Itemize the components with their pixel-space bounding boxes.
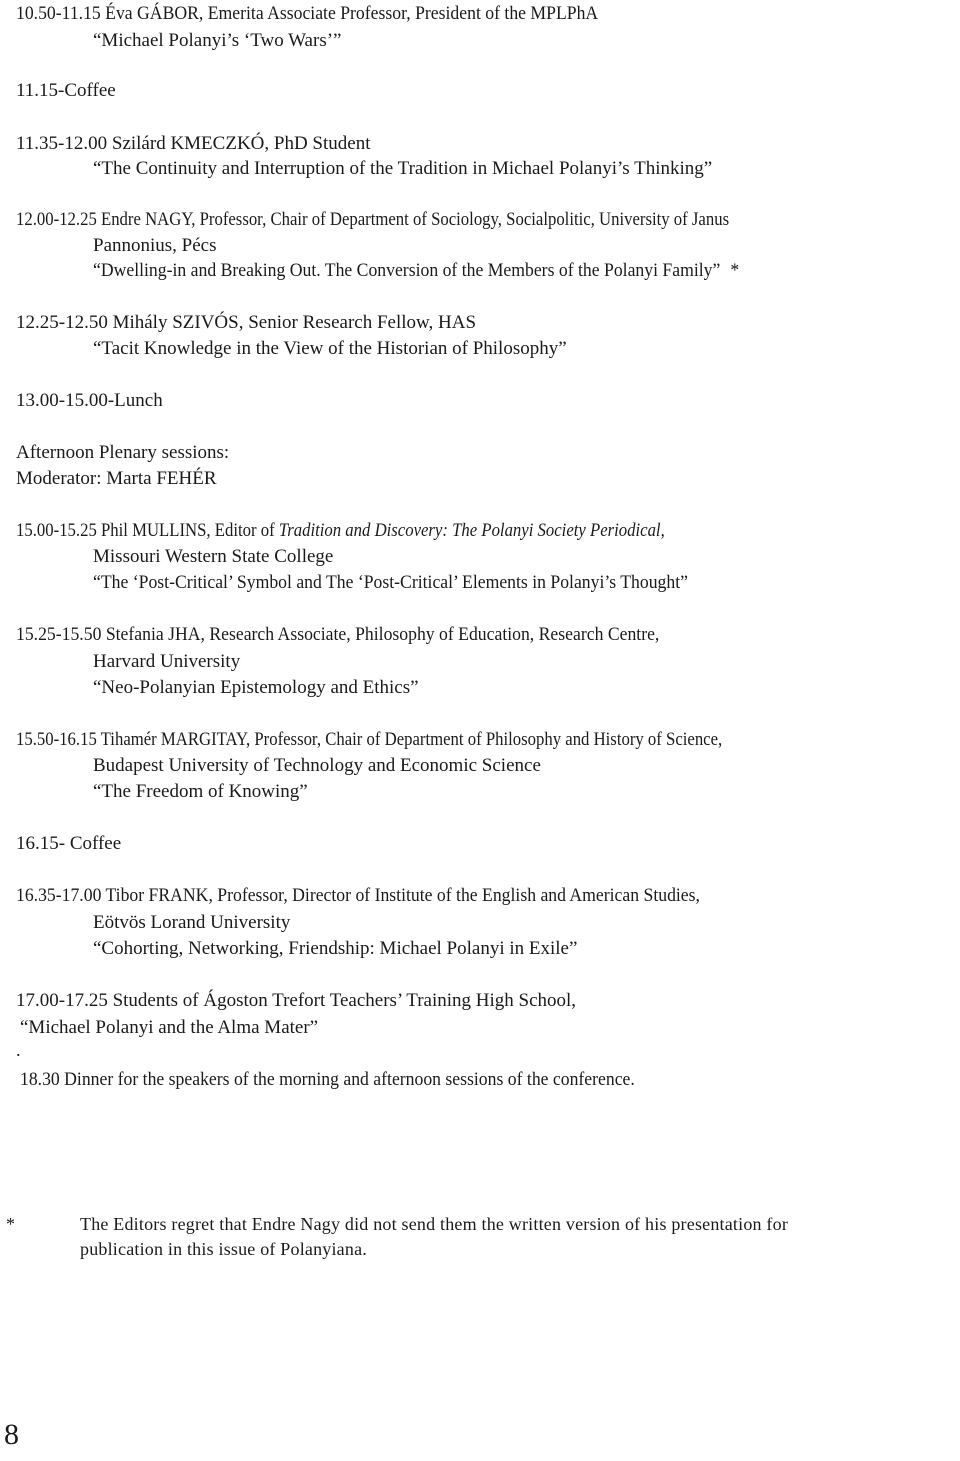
session-kmeczko-title: “The Continuity and Interruption of the Tradition in Michael Polanyi’s Thinking” [93, 158, 713, 179]
footnote-line-1: The Editors regret that Endre Nagy did not send them the written version of his presentation for [80, 1214, 789, 1234]
session-szivos-title: “Tacit Knowledge in the View of the Historian of Philosophy” [93, 338, 567, 359]
session-frank-speaker: 16.35-17.00 Tibor FRANK, Professor, Director of Institute of the English and American Studies, [16, 885, 700, 906]
session-mullins-affiliation: Missouri Western State College [93, 546, 334, 567]
session-margitay-affiliation: Budapest University of Technology and Economic Science [93, 755, 541, 776]
session-frank-title: “Cohorting, Networking, Friendship: Michael Polanyi in Exile” [93, 938, 578, 959]
footnote-asterisk: * [6, 1214, 16, 1234]
dinner-line: 18.30 Dinner for the speakers of the morning and afternoon sessions of the conference. [20, 1069, 635, 1090]
session-jha-affiliation: Harvard University [93, 651, 241, 672]
periodical-title: Tradition and Discovery: The Polanyi Society Periodical [278, 520, 661, 541]
session-mullins-title: “The ‘Post-Critical’ Symbol and The ‘Post-Critical’ Elements in Polanyi’s Thought” [93, 572, 688, 593]
coffee-break-1: 11.15-Coffee [16, 80, 116, 101]
session-mullins-speaker [16, 519, 665, 543]
session-students-title: “Michael Polanyi and the Alma Mater” [20, 1017, 319, 1038]
session-gabor-speaker: 10.50-11.15 Éva GÁBOR, Emerita Associate Professor, President of the MPLPhA [16, 3, 599, 24]
session-mullins-role: 15.00-15.25 Phil MULLINS, Editor of [16, 520, 279, 541]
session-nagy-affiliation: Pannonius, Pécs [93, 235, 217, 256]
session-nagy-title-text: “Dwelling-in and Breaking Out. The Conversion of the Members of the Polanyi Family” [93, 260, 721, 281]
session-szivos-speaker: 12.25-12.50 Mihály SZIVÓS, Senior Research Fellow, HAS [16, 312, 477, 333]
session-mullins-comma: , [660, 520, 665, 541]
session-margitay-speaker: 15.50-16.15 Tihamér MARGITAY, Professor, Chair of Department of Philosophy and History of Science, [16, 729, 723, 750]
afternoon-sessions-heading: Afternoon Plenary sessions: [16, 442, 230, 463]
session-nagy-speaker: 12.00-12.25 Endre NAGY, Professor, Chair of Department of Sociology, Socialpolitic, University of Janus [16, 209, 730, 230]
page-number: 8 [4, 1418, 19, 1451]
session-nagy-title [93, 259, 739, 283]
stray-dot: . [16, 1040, 21, 1060]
footnote-marker: * [730, 260, 740, 281]
session-margitay-title: “The Freedom of Knowing” [93, 781, 308, 802]
session-frank-affiliation: Eötvös Lorand University [93, 912, 291, 933]
session-jha-title: “Neo-Polanyian Epistemology and Ethics” [93, 677, 419, 698]
lunch-break: 13.00-15.00-Lunch [16, 390, 163, 411]
session-kmeczko-speaker: 11.35-12.00 Szilárd KMECZKÓ, PhD Student [16, 133, 371, 154]
session-jha-speaker: 15.25-15.50 Stefania JHA, Research Associate, Philosophy of Education, Research Centre, [16, 624, 660, 645]
moderator-line: Moderator: Marta FEHÉR [16, 468, 217, 489]
footnote-line-2: publication in this issue of Polanyiana. [80, 1239, 367, 1259]
session-students-speaker: 17.00-17.25 Students of Ágoston Trefort Teachers’ Training High School, [16, 990, 577, 1011]
session-gabor-title: “Michael Polanyi’s ‘Two Wars’” [93, 30, 342, 51]
coffee-break-2: 16.15- Coffee [16, 833, 122, 854]
